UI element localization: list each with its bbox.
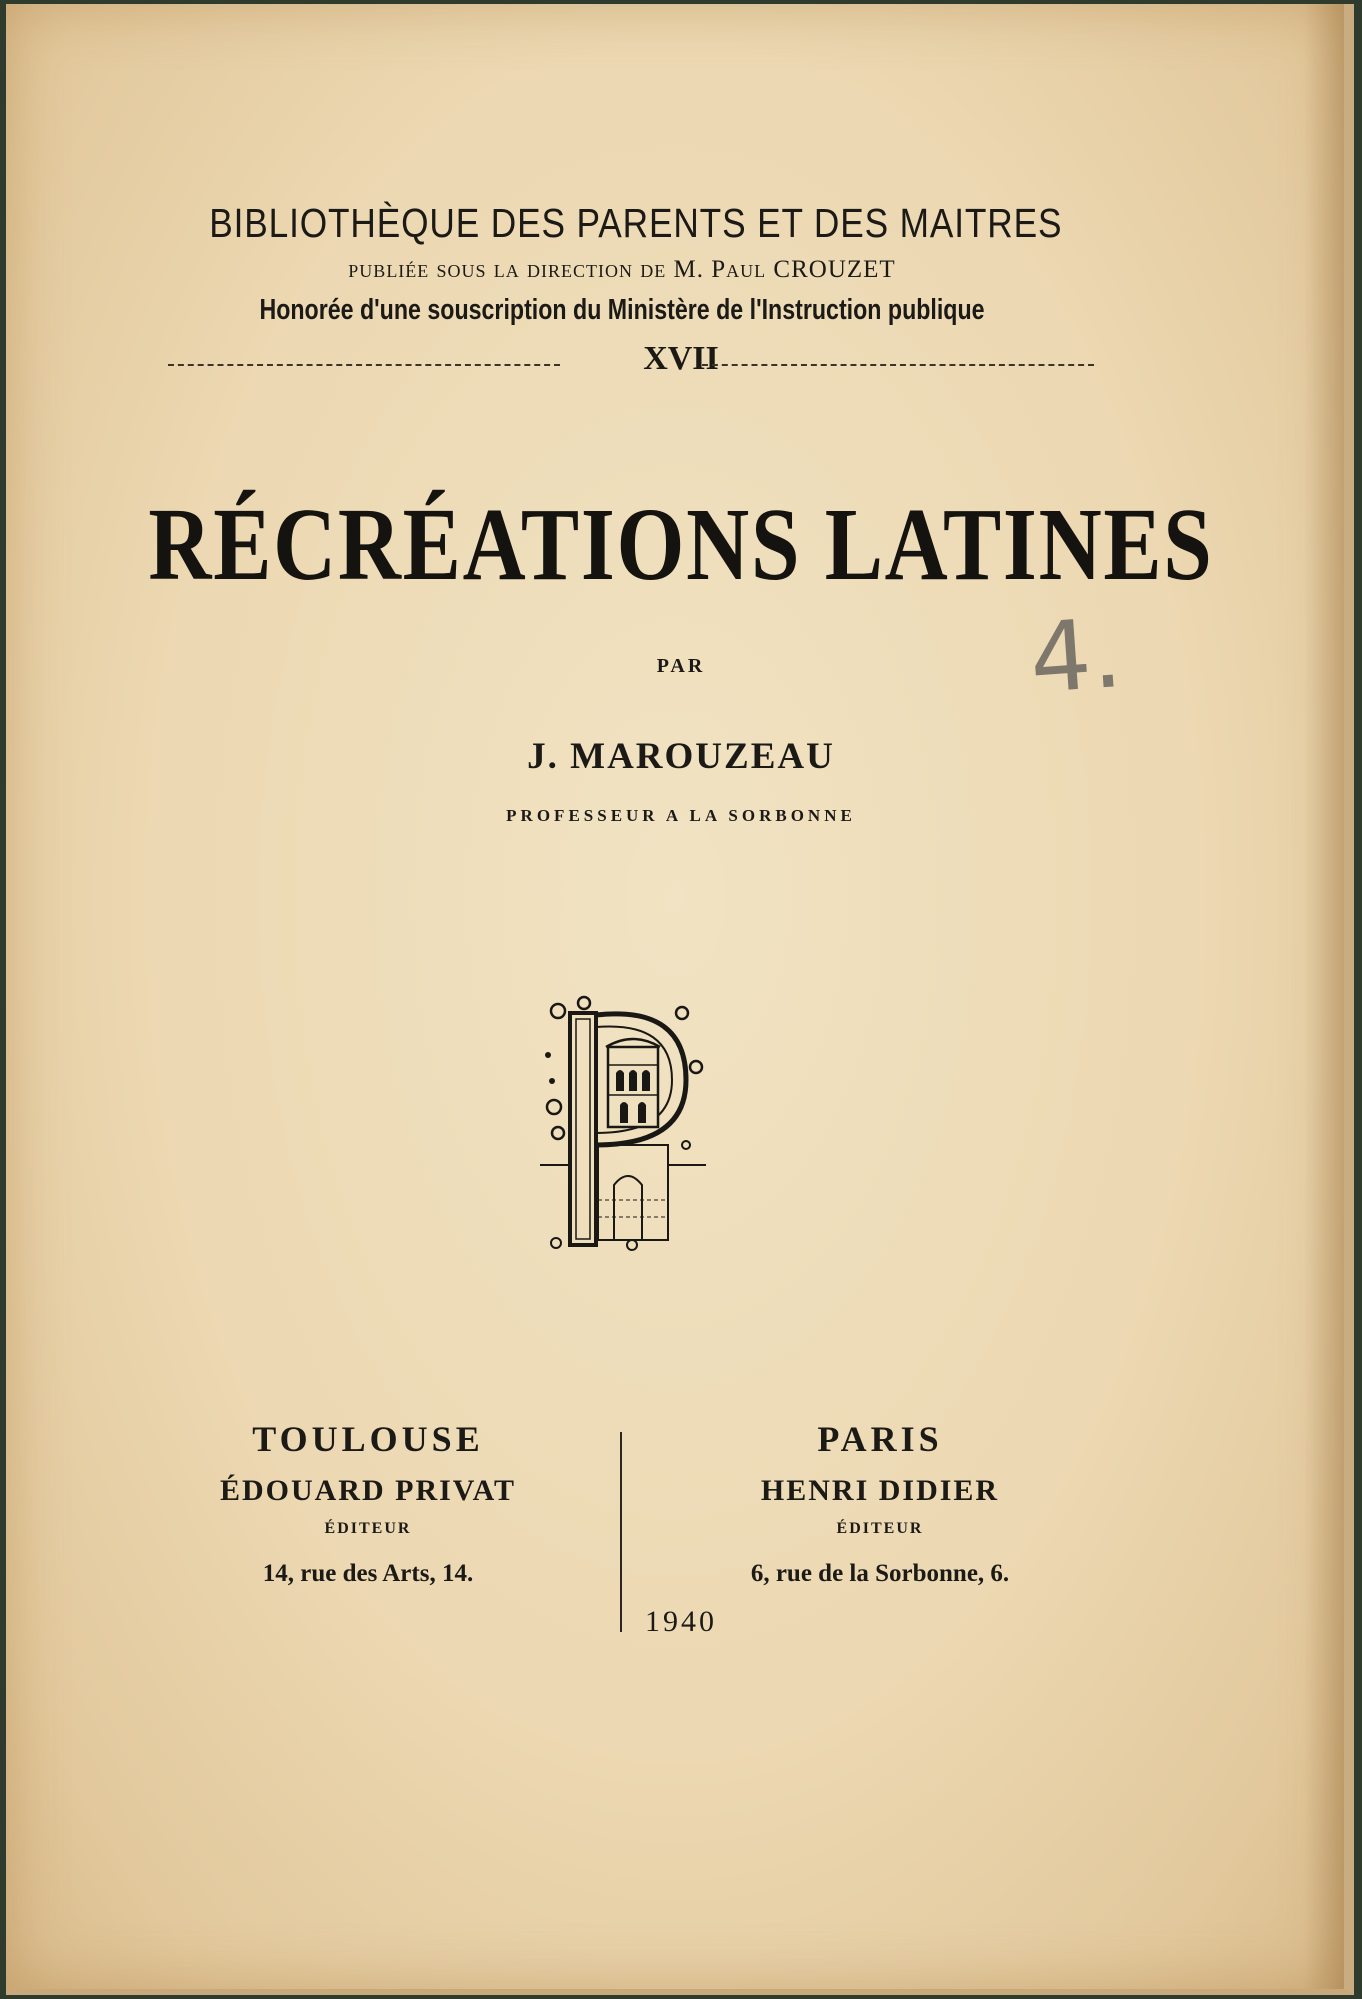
handwritten-pencil-mark: 4. [1026, 596, 1126, 716]
volume-number: XVII [643, 340, 719, 377]
imprint-address-left: 14, rue des Arts, 14. [262, 1560, 474, 1587]
author-role: PROFESSEUR A LA SORBONNE [506, 806, 856, 825]
imprint-publisher-right: HENRI DIDIER [760, 1474, 1000, 1507]
imprint-divider [620, 1432, 622, 1632]
book-title: RÉCRÉATIONS LATINES [148, 487, 1214, 602]
imprint-role-right: ÉDITEUR [836, 1520, 924, 1537]
publication-year: 1940 [645, 1605, 717, 1638]
publisher-device-letter-p-with-tower-icon [536, 995, 710, 1253]
imprint-city-left: TOULOUSE [252, 1419, 484, 1459]
series-direction: publiée sous la direction de M. Paul CROUZET [348, 256, 896, 283]
imprint-publisher-left: ÉDOUARD PRIVAT [219, 1474, 517, 1507]
imprint-toulouse [168, 1418, 568, 1588]
by-label: PAR [656, 655, 706, 677]
ornamental-rule-right [702, 364, 1094, 366]
series-subscription-note: Honorée d'une souscription du Ministère de l'Instruction publique [259, 294, 985, 326]
imprint-address-right: 6, rue de la Sorbonne, 6. [750, 1560, 1010, 1587]
author-name: J. MAROUZEAU [527, 736, 835, 777]
imprint-paris [680, 1418, 1080, 1588]
imprint-role-left: ÉDITEUR [324, 1520, 412, 1537]
page-edge-stain [1304, 4, 1344, 1989]
imprint-city-right: PARIS [817, 1419, 943, 1459]
series-title: BIBLIOTHÈQUE DES PARENTS ET DES MAITRES [209, 200, 1063, 246]
